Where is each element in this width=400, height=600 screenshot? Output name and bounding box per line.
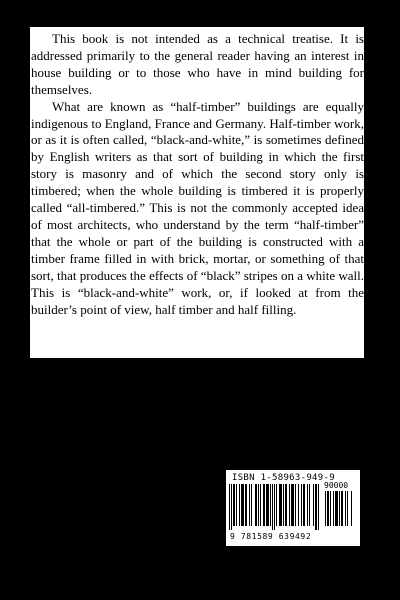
barcode-bar: [345, 491, 346, 526]
barcode-bar: [303, 484, 305, 526]
barcode-bar: [330, 491, 331, 526]
price-code: 90000: [324, 481, 349, 490]
barcode-bar: [315, 484, 317, 530]
barcode-bar: [279, 484, 282, 526]
barcode-bar: [236, 484, 237, 526]
barcode-bar: [245, 484, 247, 526]
barcode-bar: [295, 484, 296, 526]
isbn-barcode: [226, 470, 360, 546]
barcode-bar: [233, 484, 235, 526]
barcode-bar: [258, 484, 259, 526]
barcode-bar: [266, 484, 269, 526]
barcode-bar: [283, 484, 284, 526]
barcode-bar: [239, 484, 240, 526]
barcode-bar: [274, 484, 275, 530]
barcode-bar: [339, 491, 340, 526]
addon-barcode-bars: [325, 491, 355, 530]
ean-digits: 9 781589 639492: [230, 532, 312, 541]
barcode-bar: [325, 491, 326, 526]
barcode-bar: [229, 484, 230, 530]
barcode-bar: [327, 491, 329, 526]
barcode-bar: [285, 484, 287, 526]
barcode-bar: [307, 484, 308, 526]
barcode-bar: [251, 484, 252, 526]
barcode-bar: [341, 491, 343, 526]
barcode-bar: [318, 484, 319, 530]
ean-barcode-bars: [229, 484, 321, 530]
isbn-label: ISBN 1-58963-949-9: [232, 473, 335, 483]
barcode-bar: [260, 484, 261, 526]
barcode-bar: [272, 484, 273, 530]
barcode-bar: [301, 484, 302, 526]
barcode-bar: [263, 484, 265, 526]
barcode-bar: [347, 491, 348, 526]
barcode-bar: [335, 491, 338, 526]
barcode-bar: [309, 484, 310, 526]
barcode-bar: [351, 491, 352, 526]
barcode-bar: [291, 484, 294, 526]
barcode-bar: [298, 484, 299, 526]
barcode-bar: [241, 484, 244, 526]
blurb-paragraph-2: What are known as “half-timber” buildings are equally indigenous to England, France and Germany. Half-timber work, or as it is often called, “black-and-white,” is sometimes defined by English writers as that sort of building in which the first story is masonry and of which the second story only is timbered; when the whole building is timbered it is properly called “all-timbered.” This is not the commonly accepted idea of most architects, who understand by the term “half-timber” that the whole or part of the building is constructed with a timber frame filled in with brick, mortar, or something of that sort, that produces the effects of “black” stripes on a white wall. This is “black-and-white” work, or, if looked at from the builder’s point of view, half timber and half filling.: [31, 98, 364, 317]
barcode-bar: [333, 491, 334, 526]
blurb-paragraph-1: This book is not intended as a technical treatise. It is addressed primarily to the general reader having an interest in house building or to those who have in mind building for themselves.: [31, 31, 364, 97]
barcode-bar: [255, 484, 257, 526]
barcode-bar: [231, 484, 232, 530]
barcode-bar: [270, 484, 271, 526]
blurb-panel: [30, 27, 364, 358]
barcode-bar: [313, 484, 314, 526]
barcode-bar: [249, 484, 250, 526]
barcode-bar: [289, 484, 290, 526]
barcode-bar: [276, 484, 277, 526]
